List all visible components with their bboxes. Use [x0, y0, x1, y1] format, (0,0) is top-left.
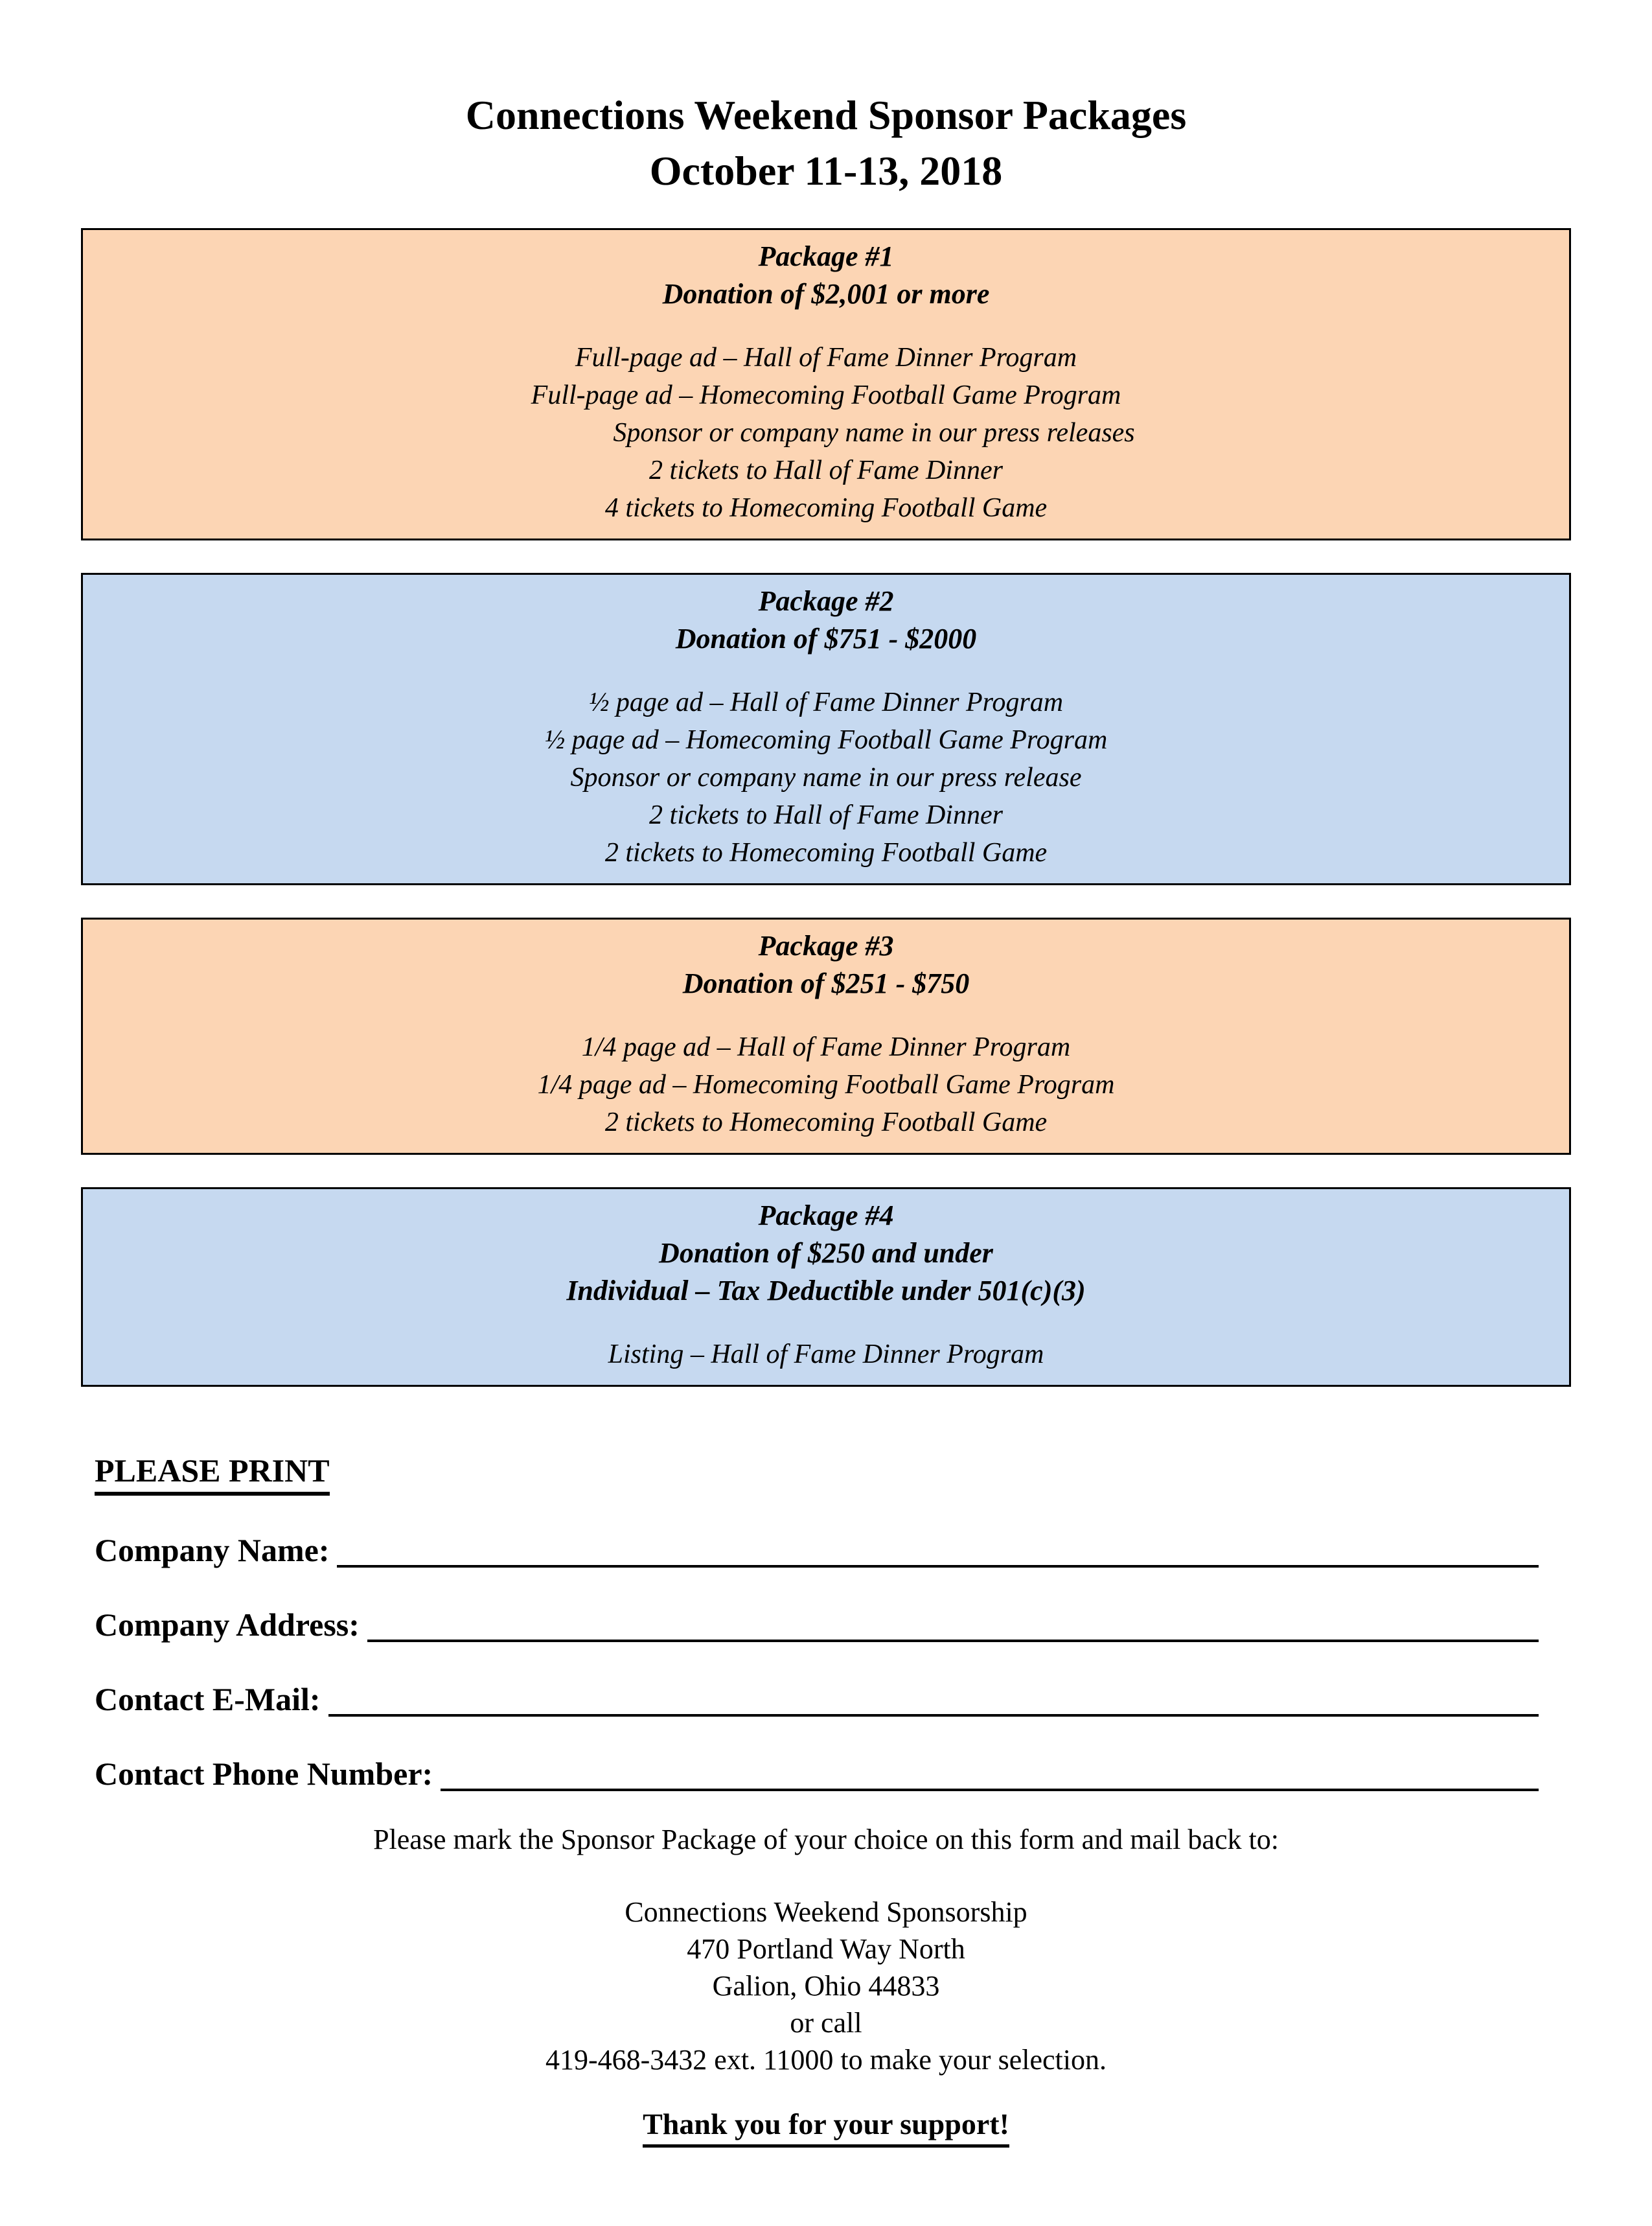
package-item: ½ page ad – Hall of Fame Dinner Program	[588, 688, 1064, 717]
address-line: Connections Weekend Sponsorship	[625, 1896, 1027, 1928]
company-address-field	[95, 1605, 1539, 1645]
footer	[81, 1821, 1571, 2148]
company-name-label: Company Name:	[95, 1532, 330, 1568]
please-print-note: PLEASE PRINT	[95, 1450, 330, 1496]
package-donation: Donation of $2,001 or more	[662, 278, 990, 310]
contact-email-field	[95, 1679, 1539, 1719]
package-item: Listing – Hall of Fame Dinner Program	[608, 1339, 1044, 1369]
title-line-1: Connections Weekend Sponsor Packages	[465, 92, 1187, 138]
package-4-items	[83, 1336, 1569, 1373]
package-item: Sponsor or company name in our press releases	[613, 418, 1135, 448]
page-title	[81, 87, 1571, 199]
package-item: 2 tickets to Hall of Fame Dinner	[649, 456, 1003, 485]
address-line: 470 Portland Way North	[687, 1933, 965, 1965]
company-address-label: Company Address:	[95, 1606, 360, 1643]
package-1-items	[83, 339, 1569, 527]
package-donation: Donation of $251 - $750	[682, 968, 970, 999]
package-4-heading	[83, 1197, 1569, 1310]
package-item: Full-page ad – Hall of Fame Dinner Program	[575, 343, 1077, 373]
company-address-input-line[interactable]	[367, 1614, 1539, 1642]
package-item: 2 tickets to Hall of Fame Dinner	[649, 800, 1003, 830]
company-name-field	[95, 1530, 1539, 1570]
package-item: Full-page ad – Homecoming Football Game Program	[531, 380, 1121, 410]
address-line: or call	[790, 2007, 862, 2039]
package-name: Package #3	[758, 930, 894, 962]
package-donation: Donation of $751 - $2000	[675, 623, 977, 655]
package-3-items	[83, 1028, 1569, 1141]
package-item: 4 tickets to Homecoming Football Game	[604, 493, 1048, 523]
package-box-4	[81, 1187, 1571, 1387]
contact-phone-label: Contact Phone Number:	[95, 1756, 433, 1792]
form-section	[81, 1419, 1571, 1794]
package-name: Package #1	[758, 240, 894, 272]
package-subheading: Individual – Tax Deductible under 501(c)(3)	[566, 1275, 1086, 1306]
package-name: Package #4	[758, 1200, 894, 1231]
contact-phone-input-line[interactable]	[441, 1763, 1539, 1791]
title-line-2: October 11-13, 2018	[649, 148, 1003, 194]
package-item: 2 tickets to Homecoming Football Game	[604, 838, 1048, 868]
package-item: 1/4 page ad – Homecoming Football Game Program	[537, 1070, 1115, 1100]
contact-phone-field	[95, 1754, 1539, 1794]
package-item: Sponsor or company name in our press release	[570, 763, 1082, 793]
mail-back-instruction: Please mark the Sponsor Package of your choice on this form and mail back to:	[373, 1824, 1279, 1855]
package-1-heading	[83, 238, 1569, 313]
package-box-2	[81, 573, 1571, 885]
package-2-items	[83, 684, 1569, 872]
package-item: 1/4 page ad – Hall of Fame Dinner Program	[581, 1032, 1071, 1062]
package-box-3	[81, 918, 1571, 1155]
package-donation: Donation of $250 and under	[659, 1237, 993, 1269]
thanks-note: Thank you for your support!	[643, 2105, 1009, 2148]
package-item: 2 tickets to Homecoming Football Game	[604, 1107, 1048, 1137]
contact-email-label: Contact E-Mail:	[95, 1681, 321, 1717]
document-page	[0, 87, 1652, 2148]
address-line: Galion, Ohio 44833	[712, 1970, 940, 2002]
package-3-heading	[83, 927, 1569, 1003]
package-2-heading	[83, 583, 1569, 658]
package-box-1	[81, 228, 1571, 540]
contact-email-input-line[interactable]	[328, 1688, 1539, 1717]
mailing-address-block	[81, 1894, 1571, 2078]
company-name-input-line[interactable]	[337, 1539, 1539, 1568]
package-name: Package #2	[758, 585, 894, 617]
address-line: 419-468-3432 ext. 11000 to make your selection.	[545, 2044, 1107, 2076]
package-item: ½ page ad – Homecoming Football Game Program	[544, 725, 1108, 755]
